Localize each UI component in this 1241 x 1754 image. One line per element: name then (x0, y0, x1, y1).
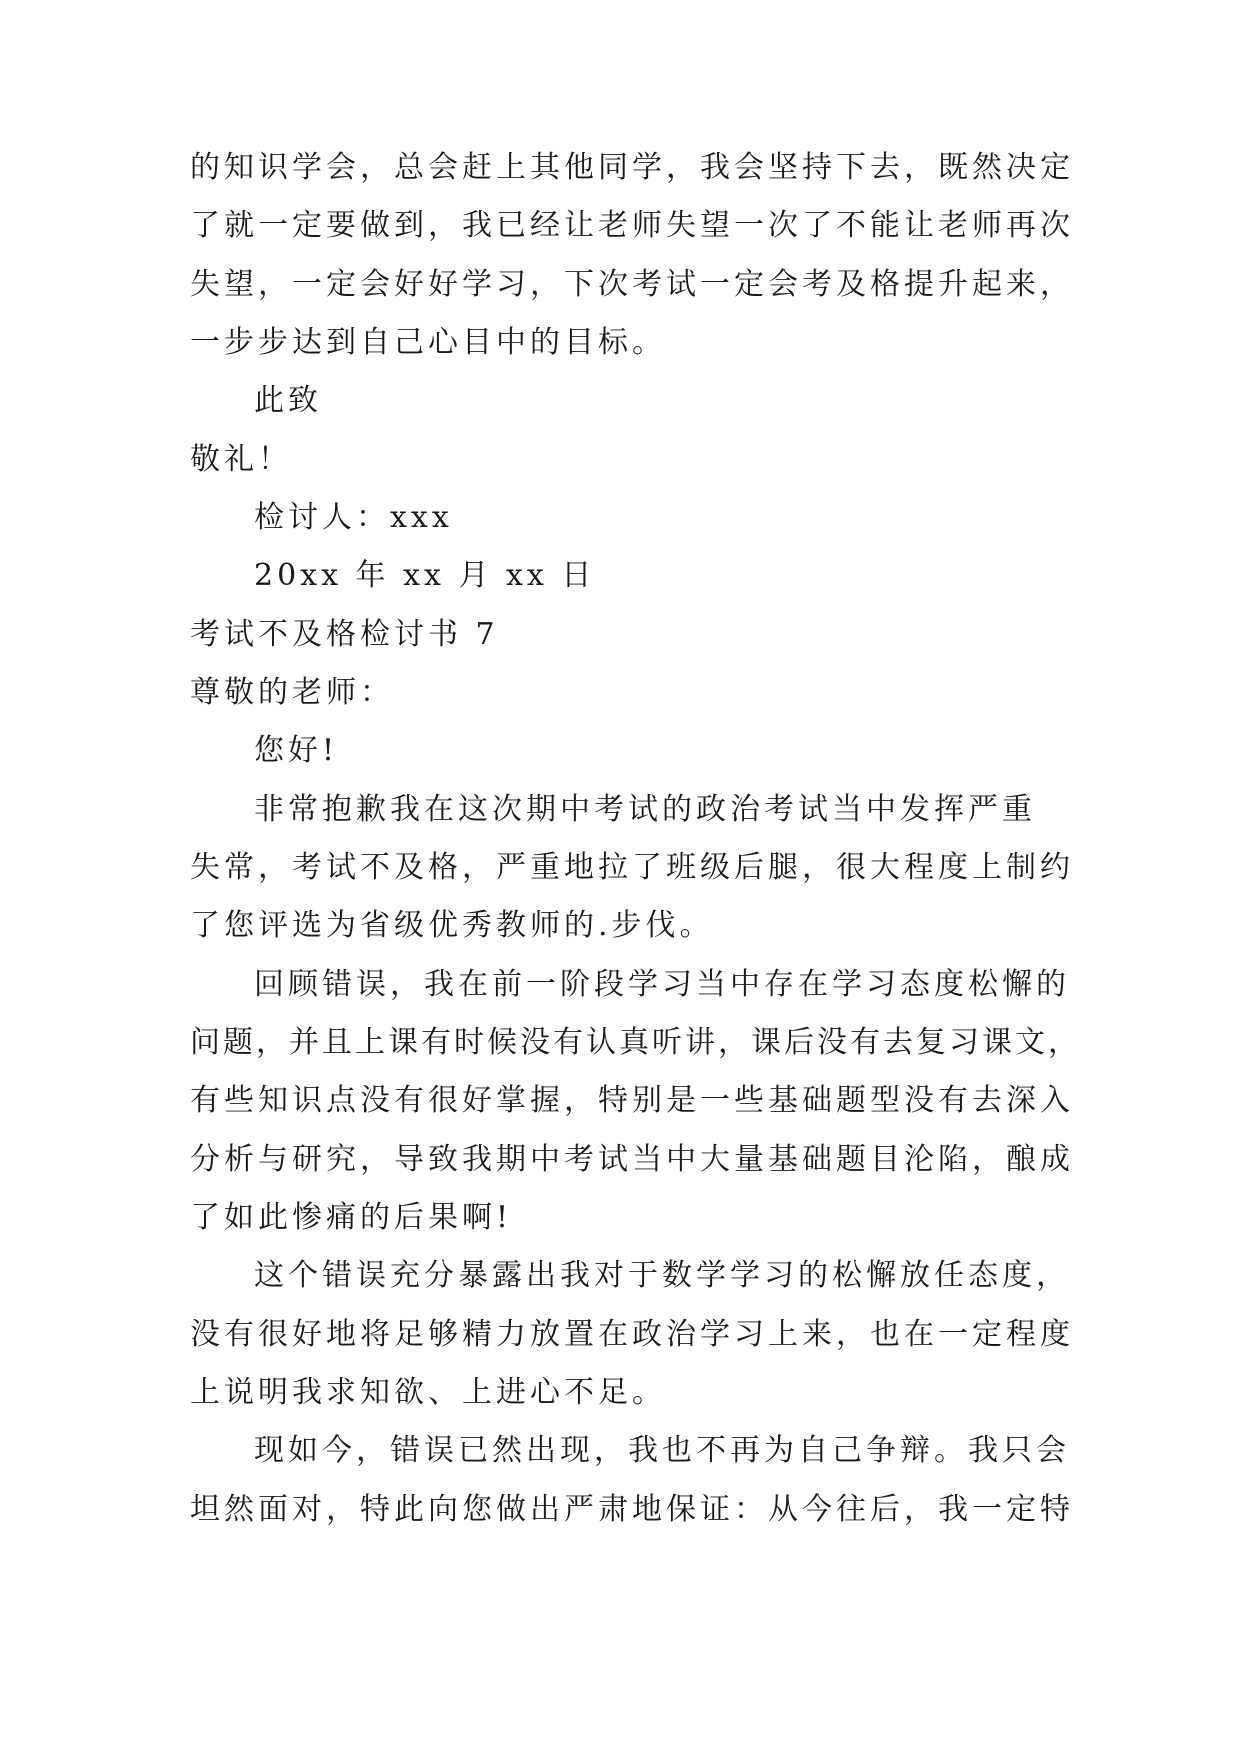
date-line: 20xx 年 xx 月 xx 日 (254, 558, 596, 593)
paragraph-line: 了如此惨痛的后果啊! (190, 1200, 513, 1235)
paragraph-line: 分析与研究，导致我期中考试当中大量基础题目沦陷，酿成 (190, 1142, 1074, 1177)
paragraph-line: 上说明我求知欲、上进心不足。 (190, 1375, 666, 1410)
paragraph-line: 问题，并且上课有时候没有认真听讲，课后没有去复习课文， (190, 1025, 1081, 1060)
paragraph-line: 没有很好地将足够精力放置在政治学习上来，也在一定程度 (190, 1317, 1074, 1352)
greeting-hello: 您好! (254, 733, 339, 768)
paragraph-line: 坦然面对，特此向您做出严肃地保证：从今往后，我一定特 (190, 1492, 1074, 1527)
paragraph-line: 失望，一定会好好学习，下次考试一定会考及格提升起来， (190, 267, 1074, 302)
section-title: 考试不及格检讨书 7 (190, 617, 499, 652)
paragraph-line: 这个错误充分暴露出我对于数学学习的松懈放任态度， (254, 1258, 1070, 1293)
signer-line: 检讨人：xxx (254, 500, 453, 535)
paragraph-line: 现如今，错误已然出现，我也不再为自己争辩。我只会 (254, 1433, 1070, 1468)
paragraph-line: 的知识学会，总会赶上其他同学，我会坚持下去，既然决定 (190, 150, 1074, 185)
paragraph-line: 一步步达到自己心目中的目标。 (190, 325, 666, 360)
paragraph-line: 了就一定要做到，我已经让老师失望一次了不能让老师再次 (190, 208, 1074, 243)
paragraph-line: 非常抱歉我在这次期中考试的政治考试当中发挥严重 (254, 792, 1036, 827)
paragraph-line: 回顾错误，我在前一阶段学习当中存在学习态度松懈的 (254, 967, 1070, 1002)
paragraph-line: 了您评选为省级优秀教师的.步伐。 (190, 908, 714, 943)
greeting-addressee: 尊敬的老师： (190, 675, 394, 710)
closing-regards: 敬礼！ (190, 442, 292, 477)
paragraph-line: 失常，考试不及格，严重地拉了班级后腿，很大程度上制约 (190, 850, 1074, 885)
closing-salutation: 此致 (254, 383, 322, 418)
paragraph-line: 有些知识点没有很好掌握，特别是一些基础题型没有去深入 (190, 1083, 1074, 1118)
